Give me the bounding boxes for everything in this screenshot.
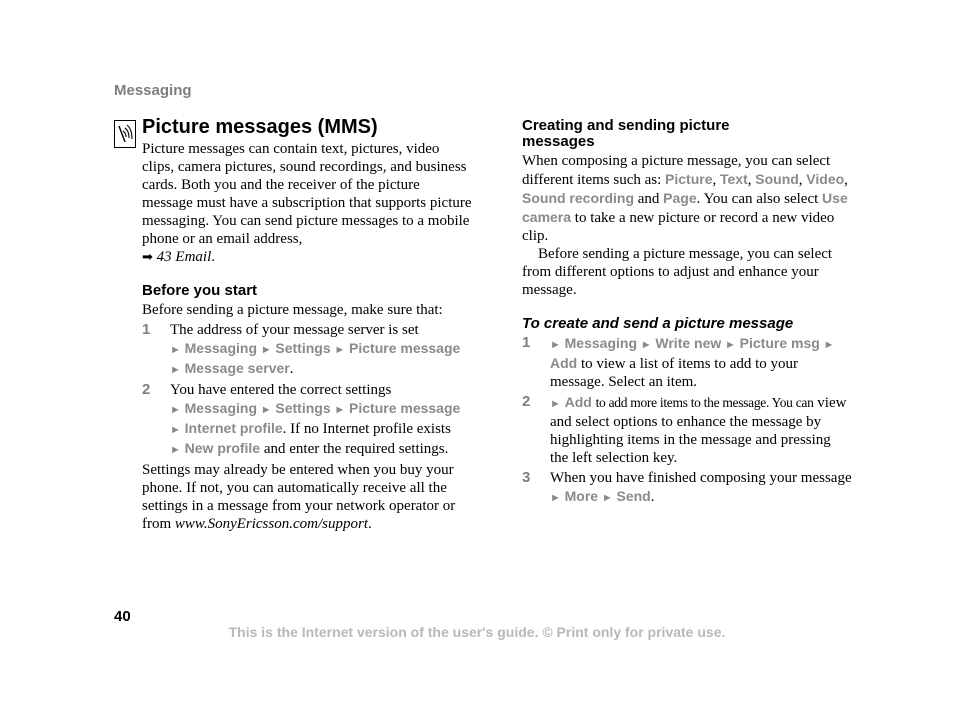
section-header: Messaging [114,82,192,99]
step-text: to add more items to the message. You can [595,395,814,410]
howto-heading: To create and send a picture message [522,315,794,332]
menu-item-page: Page [663,190,697,206]
triangle-right-icon: ► [601,492,613,504]
menu-item-picture: Picture [665,171,713,187]
list-item [142,321,472,379]
menu-item-use-camera: Use camera [522,190,848,225]
list-item [522,469,852,507]
paragraph-text: to take a new picture or record a new video clip. [522,210,835,244]
step-suffix: . [650,489,655,505]
intro-paragraph: Picture messages can contain text, pictures, video clips, camera pictures, sound recordings, and business cards. Both you and the receiver of the picture message must have a subscription that supports picture messaging. You can send picture messages to a mobile phone or an email address, ➡ 43 Email. [142,141,472,265]
menu-path-item: New profile [184,440,261,456]
menu-path-item: Write new [655,335,722,351]
triangle-right-icon: ► [170,424,181,436]
menu-path-item: Picture msg [739,335,820,351]
closing-paragraph: Settings may already be entered when you buy your phone. If not, you can automatically receive all the settings in a message from your network operator or from www.SonyEricsson.com/support. [142,462,456,532]
step-number: 1 [142,321,151,338]
menu-path-item: Picture message [349,340,461,356]
menu-path-item: Add [550,355,578,371]
creating-paragraph: When composing a picture message, you can select different items such as: Picture, Text, Sound, Video, Sound recording and Page. You can also select Use camera to take a new picture or record a new video clip. [522,153,848,244]
menu-path-item: Picture message [349,400,461,416]
step-suffix: and enter the required settings. [260,441,449,457]
menu-item-sound: Sound [755,171,799,187]
menu-path-item: Messaging [184,340,257,356]
triangle-right-icon: ► [550,492,561,504]
closing-text: Settings may already be entered when you buy your phone. If not, you can automatically receive all the settings in a message from your network operator or from [142,462,456,532]
menu-path-item: Internet profile [184,420,283,436]
options-paragraph: Before sending a picture message, you can select from different options to adjust and enhance your message. [522,246,833,298]
before-intro: Before sending a picture message, make sure that: [142,302,443,318]
triangle-right-icon: ► [550,398,561,410]
menu-path-item: Send [616,488,651,504]
menu-path-item: Messaging [184,400,257,416]
step-number: 3 [522,469,531,486]
menu-item-video: Video [806,171,845,187]
triangle-right-icon: ► [260,404,272,416]
step-number: 1 [522,334,531,351]
step-text: view and select options to enhance the message by highlighting items in the message and pressing the left selection key. [550,395,847,466]
list-item [142,381,472,459]
triangle-right-icon: ► [334,344,346,356]
page-number: 40 [114,608,131,625]
triangle-right-icon: ► [823,339,835,351]
footer-notice: This is the Internet version of the user's guide. © Print only for private use. [228,624,726,640]
menu-path-item: More [564,488,599,504]
before-heading: Before you start [142,282,258,299]
paragraph-text: and [637,191,660,207]
menu-path-item: Settings [275,400,331,416]
step-suffix: . [289,361,294,377]
phone-signal-icon [114,120,136,148]
menu-item-text: Text [720,171,748,187]
triangle-right-icon: ► [334,404,346,416]
menu-path-item: Message server [184,360,290,376]
intro-text: Picture messages can contain text, pictures, video clips, camera pictures, sound recordings, and business cards. Both you and the receiver of the picture message must have a subscription that supports picture messaging. You can send picture messages to a mobile phone or an email address, [142,141,472,247]
step-text: You have entered the correct settings [170,382,392,398]
list-item [522,393,852,467]
step-text: When you have finished composing your message [550,470,852,486]
triangle-right-icon: ► [550,339,561,351]
list-item [522,334,852,391]
step-text: The address of your message server is set [170,322,419,338]
step-text: to view a list of items to add to your message. Select an item. [550,356,799,390]
triangle-right-icon: ► [170,444,181,456]
triangle-right-icon: ► [640,339,652,351]
menu-path-item: Settings [275,340,331,356]
paragraph-text: When composing a picture message, you can select different items such as: [522,153,831,188]
page-title: Picture messages (MMS) [142,116,378,138]
paragraph-text: . You can also select [696,191,819,207]
arrow-right-icon: ➡ [142,249,153,264]
menu-path-item: Add [564,394,592,410]
right-column [522,116,852,507]
step-mid: . If no Internet profile exists [282,421,451,437]
triangle-right-icon: ► [170,404,181,416]
step-number: 2 [142,381,151,398]
support-url[interactable]: www.SonyEricsson.com/support [174,516,368,532]
triangle-right-icon: ► [170,344,181,356]
left-column [142,116,472,533]
triangle-right-icon: ► [170,364,181,376]
menu-item-sound-recording: Sound recording [522,190,634,206]
triangle-right-icon: ► [725,339,736,351]
xref-link[interactable]: 43 Email [156,249,212,265]
creating-heading: Creating and sending picture messages [522,117,730,150]
menu-path-item: Messaging [564,335,637,351]
step-number: 2 [522,393,531,410]
triangle-right-icon: ► [260,344,272,356]
